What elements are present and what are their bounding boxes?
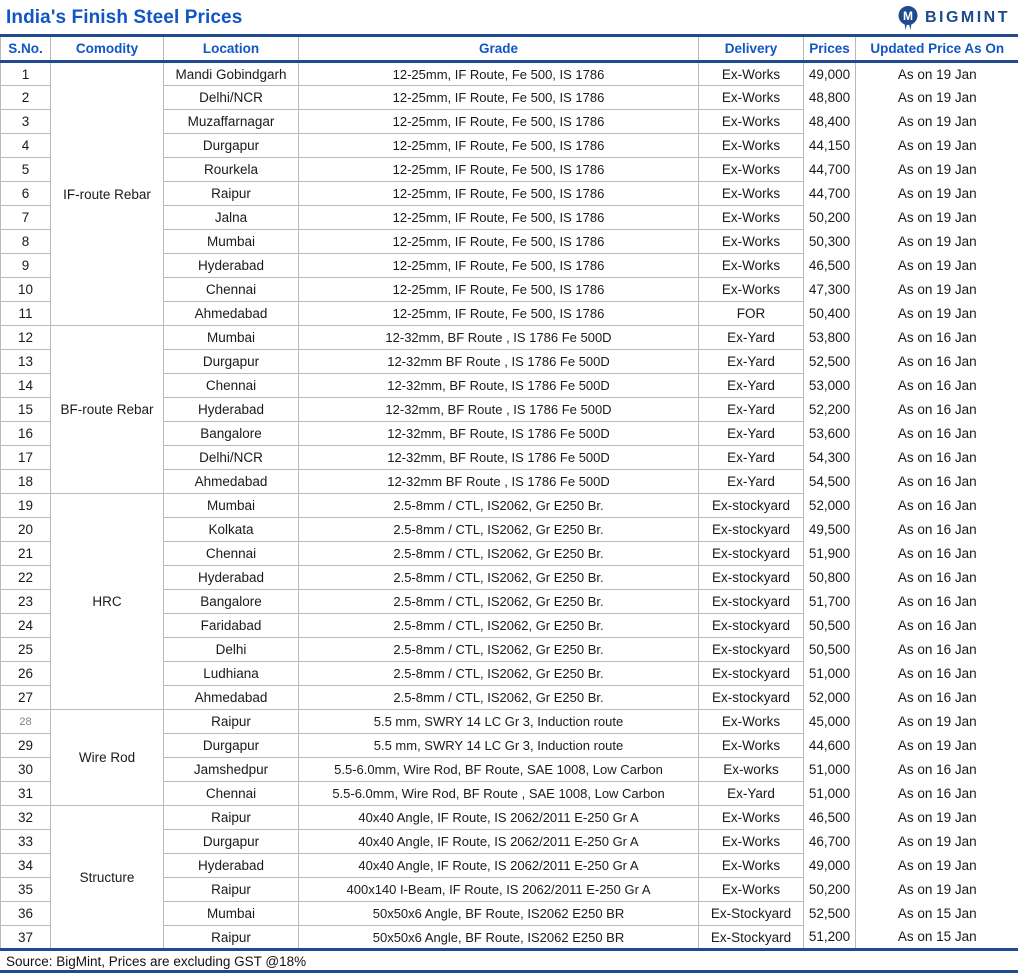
cell-delivery: Ex-Works — [699, 830, 804, 854]
cell-delivery: Ex-stockyard — [699, 494, 804, 518]
cell-updated: As on 19 Jan — [897, 162, 977, 177]
cell-updated: As on 16 Jan — [897, 618, 977, 633]
cell-updated: As on 15 Jan — [897, 929, 977, 945]
cell-location: Delhi — [164, 638, 299, 662]
cell-sno: 28 — [1, 710, 51, 734]
cell-sno: 27 — [1, 686, 51, 710]
cell-delivery: Ex-Yard — [699, 470, 804, 494]
cell-updated: As on 16 Jan — [897, 402, 977, 417]
table-row — [1, 494, 1018, 518]
cell-sno: 22 — [1, 566, 51, 590]
cell-sno: 18 — [1, 470, 51, 494]
cell-grade: 12-25mm, IF Route, Fe 500, IS 1786 — [299, 62, 699, 86]
cell-updated: As on 15 Jan — [897, 906, 977, 921]
cell-location: Hyderabad — [164, 254, 299, 278]
col-header-sno: S.No. — [1, 36, 51, 62]
cell-grade: 12-25mm, IF Route, Fe 500, IS 1786 — [299, 110, 699, 134]
cell-sno: 1 — [1, 62, 51, 86]
cell-price: 51,000 — [804, 662, 856, 686]
svg-text:M: M — [902, 9, 913, 23]
cell-grade: 2.5-8mm / CTL, IS2062, Gr E250 Br. — [299, 686, 699, 710]
cell-delivery: Ex-Works — [699, 710, 804, 734]
cell-sno: 31 — [1, 782, 51, 806]
cell-updated: As on 19 Jan — [897, 138, 977, 153]
cell-price: 44,150 — [804, 134, 856, 158]
cell-grade: 12-25mm, IF Route, Fe 500, IS 1786 — [299, 254, 699, 278]
cell-location: Hyderabad — [164, 566, 299, 590]
cell-location: Ahmedabad — [164, 470, 299, 494]
cell-commodity: IF-route Rebar — [51, 62, 164, 326]
cell-location: Raipur — [164, 806, 299, 830]
cell-grade: 12-32mm, BF Route, IS 1786 Fe 500D — [299, 374, 699, 398]
prices-table — [0, 34, 1018, 951]
cell-grade: 12-32mm, BF Route , IS 1786 Fe 500D — [299, 398, 699, 422]
cell-updated: As on 16 Jan — [897, 378, 977, 393]
cell-delivery: Ex-Works — [699, 62, 804, 86]
cell-delivery: Ex-Stockyard — [699, 902, 804, 926]
cell-price: 50,500 — [804, 614, 856, 638]
cell-location: Faridabad — [164, 614, 299, 638]
cell-sno: 20 — [1, 518, 51, 542]
cell-grade: 12-25mm, IF Route, Fe 500, IS 1786 — [299, 230, 699, 254]
cell-updated: As on 19 Jan — [897, 810, 977, 825]
cell-price: 48,400 — [804, 110, 856, 134]
cell-price: 46,500 — [804, 254, 856, 278]
cell-delivery: Ex-Works — [699, 878, 804, 902]
cell-delivery: Ex-Works — [699, 182, 804, 206]
cell-sno: 7 — [1, 206, 51, 230]
cell-price: 44,600 — [804, 734, 856, 758]
cell-delivery: Ex-Yard — [699, 446, 804, 470]
cell-updated: As on 16 Jan — [897, 642, 977, 657]
cell-delivery: Ex-Yard — [699, 398, 804, 422]
cell-price: 50,300 — [804, 230, 856, 254]
cell-location: Rourkela — [164, 158, 299, 182]
cell-delivery: FOR — [699, 302, 804, 326]
cell-location: Mumbai — [164, 230, 299, 254]
cell-delivery: Ex-stockyard — [699, 566, 804, 590]
cell-grade: 12-25mm, IF Route, Fe 500, IS 1786 — [299, 278, 699, 302]
cell-price: 54,300 — [804, 446, 856, 470]
cell-grade: 5.5 mm, SWRY 14 LC Gr 3, Induction route — [299, 734, 699, 758]
cell-updated: As on 19 Jan — [897, 882, 977, 897]
cell-location: Raipur — [164, 926, 299, 950]
cell-grade: 2.5-8mm / CTL, IS2062, Gr E250 Br. — [299, 662, 699, 686]
cell-updated: As on 19 Jan — [897, 210, 977, 225]
cell-delivery: Ex-Works — [699, 158, 804, 182]
cell-location: Jalna — [164, 206, 299, 230]
cell-sno: 14 — [1, 374, 51, 398]
cell-delivery: Ex-stockyard — [699, 590, 804, 614]
cell-price: 47,300 — [804, 278, 856, 302]
cell-updated: As on 19 Jan — [897, 186, 977, 201]
cell-grade: 2.5-8mm / CTL, IS2062, Gr E250 Br. — [299, 518, 699, 542]
cell-sno: 29 — [1, 734, 51, 758]
cell-price: 46,500 — [804, 806, 856, 830]
cell-grade: 5.5-6.0mm, Wire Rod, BF Route, SAE 1008, Low Carbon — [299, 758, 699, 782]
cell-delivery: Ex-Works — [699, 230, 804, 254]
cell-sno: 16 — [1, 422, 51, 446]
cell-delivery: Ex-stockyard — [699, 638, 804, 662]
cell-location: Muzaffarnagar — [164, 110, 299, 134]
cell-grade: 12-32mm, BF Route , IS 1786 Fe 500D — [299, 326, 699, 350]
cell-sno: 12 — [1, 326, 51, 350]
cell-updated: As on 16 Jan — [897, 522, 977, 537]
cell-price: 52,000 — [804, 686, 856, 710]
cell-updated: As on 16 Jan — [897, 450, 977, 465]
cell-grade: 40x40 Angle, IF Route, IS 2062/2011 E-250 Gr A — [299, 806, 699, 830]
table-row — [1, 806, 1018, 830]
col-header-prices: Prices — [804, 36, 856, 62]
cell-delivery: Ex-Works — [699, 86, 804, 110]
cell-price: 52,200 — [804, 398, 856, 422]
cell-sno: 25 — [1, 638, 51, 662]
col-header-comodity: Comodity — [51, 36, 164, 62]
cell-grade: 12-25mm, IF Route, Fe 500, IS 1786 — [299, 206, 699, 230]
cell-delivery: Ex-Yard — [699, 374, 804, 398]
cell-location: Mumbai — [164, 326, 299, 350]
cell-delivery: Ex-Yard — [699, 782, 804, 806]
cell-location: Durgapur — [164, 350, 299, 374]
bigmint-logo-icon — [896, 5, 920, 31]
cell-grade: 50x50x6 Angle, BF Route, IS2062 E250 BR — [299, 902, 699, 926]
cell-location: Ahmedabad — [164, 686, 299, 710]
cell-sno: 19 — [1, 494, 51, 518]
cell-grade: 2.5-8mm / CTL, IS2062, Gr E250 Br. — [299, 638, 699, 662]
cell-grade: 2.5-8mm / CTL, IS2062, Gr E250 Br. — [299, 542, 699, 566]
cell-grade: 12-32mm BF Route , IS 1786 Fe 500D — [299, 470, 699, 494]
cell-location: Bangalore — [164, 590, 299, 614]
cell-price: 44,700 — [804, 158, 856, 182]
cell-location: Chennai — [164, 782, 299, 806]
cell-grade: 2.5-8mm / CTL, IS2062, Gr E250 Br. — [299, 614, 699, 638]
cell-location: Raipur — [164, 182, 299, 206]
cell-grade: 40x40 Angle, IF Route, IS 2062/2011 E-250 Gr A — [299, 854, 699, 878]
cell-delivery: Ex-Yard — [699, 326, 804, 350]
cell-price: 53,800 — [804, 326, 856, 350]
cell-updated: As on 19 Jan — [897, 282, 977, 297]
cell-price: 50,400 — [804, 302, 856, 326]
cell-location: Mumbai — [164, 494, 299, 518]
cell-location: Hyderabad — [164, 854, 299, 878]
cell-delivery: Ex-Works — [699, 110, 804, 134]
cell-delivery: Ex-works — [699, 758, 804, 782]
cell-sno: 35 — [1, 878, 51, 902]
col-header-updated: Updated Price As On — [856, 36, 1018, 62]
cell-price: 52,500 — [804, 350, 856, 374]
cell-location: Chennai — [164, 278, 299, 302]
cell-delivery: Ex-Stockyard — [699, 926, 804, 950]
cell-grade: 50x50x6 Angle, BF Route, IS2062 E250 BR — [299, 926, 699, 950]
source-note: Source: BigMint, Prices are excluding GST @18% — [0, 951, 1018, 973]
cell-delivery: Ex-Works — [699, 854, 804, 878]
cell-updated: As on 19 Jan — [897, 258, 977, 273]
cell-grade: 5.5 mm, SWRY 14 LC Gr 3, Induction route — [299, 710, 699, 734]
cell-location: Hyderabad — [164, 398, 299, 422]
cell-location: Durgapur — [164, 830, 299, 854]
cell-grade: 2.5-8mm / CTL, IS2062, Gr E250 Br. — [299, 566, 699, 590]
cell-sno: 33 — [1, 830, 51, 854]
cell-price: 50,200 — [804, 206, 856, 230]
cell-updated: As on 16 Jan — [897, 570, 977, 585]
cell-price: 50,500 — [804, 638, 856, 662]
page-title: India's Finish Steel Prices — [6, 7, 243, 28]
cell-updated: As on 19 Jan — [897, 714, 977, 729]
cell-price: 51,000 — [804, 758, 856, 782]
cell-commodity: BF-route Rebar — [51, 326, 164, 494]
cell-grade: 12-25mm, IF Route, Fe 500, IS 1786 — [299, 302, 699, 326]
cell-sno: 5 — [1, 158, 51, 182]
cell-price: 49,000 — [804, 62, 856, 86]
cell-updated: As on 16 Jan — [897, 666, 977, 681]
cell-price: 45,000 — [804, 710, 856, 734]
cell-price: 50,200 — [804, 878, 856, 902]
cell-updated: As on 19 Jan — [897, 834, 977, 849]
cell-location: Mandi Gobindgarh — [164, 62, 299, 86]
cell-price: 50,800 — [804, 566, 856, 590]
cell-price: 44,700 — [804, 182, 856, 206]
cell-grade: 2.5-8mm / CTL, IS2062, Gr E250 Br. — [299, 494, 699, 518]
cell-location: Chennai — [164, 374, 299, 398]
cell-delivery: Ex-Works — [699, 806, 804, 830]
cell-location: Durgapur — [164, 734, 299, 758]
cell-updated: As on 16 Jan — [897, 546, 977, 561]
table-row — [1, 62, 1018, 86]
cell-location: Jamshedpur — [164, 758, 299, 782]
cell-updated: As on 19 Jan — [897, 66, 977, 82]
cell-grade: 40x40 Angle, IF Route, IS 2062/2011 E-250 Gr A — [299, 830, 699, 854]
cell-price: 49,000 — [804, 854, 856, 878]
cell-sno: 32 — [1, 806, 51, 830]
cell-price: 53,000 — [804, 374, 856, 398]
cell-updated: As on 19 Jan — [897, 306, 977, 321]
cell-sno: 13 — [1, 350, 51, 374]
cell-commodity: HRC — [51, 494, 164, 710]
table-row — [1, 326, 1018, 350]
cell-location: Kolkata — [164, 518, 299, 542]
cell-sno: 26 — [1, 662, 51, 686]
cell-grade: 12-25mm, IF Route, Fe 500, IS 1786 — [299, 158, 699, 182]
cell-grade: 12-32mm, BF Route, IS 1786 Fe 500D — [299, 422, 699, 446]
table-row — [1, 710, 1018, 734]
cell-updated: As on 16 Jan — [897, 690, 977, 705]
cell-grade: 2.5-8mm / CTL, IS2062, Gr E250 Br. — [299, 590, 699, 614]
col-header-location: Location — [164, 36, 299, 62]
cell-updated: As on 19 Jan — [897, 114, 977, 129]
cell-delivery: Ex-Works — [699, 278, 804, 302]
cell-updated: As on 19 Jan — [897, 234, 977, 249]
cell-updated: As on 16 Jan — [897, 762, 977, 777]
cell-updated: As on 16 Jan — [897, 786, 977, 801]
cell-delivery: Ex-Yard — [699, 350, 804, 374]
cell-sno: 30 — [1, 758, 51, 782]
cell-delivery: Ex-stockyard — [699, 686, 804, 710]
cell-location: Mumbai — [164, 902, 299, 926]
cell-updated: As on 16 Jan — [897, 498, 977, 513]
cell-updated: As on 19 Jan — [897, 858, 977, 873]
cell-location: Durgapur — [164, 134, 299, 158]
cell-sno: 15 — [1, 398, 51, 422]
cell-location: Bangalore — [164, 422, 299, 446]
cell-updated: As on 16 Jan — [897, 354, 977, 369]
bigmint-logo-text: BIGMINT — [924, 9, 1010, 26]
cell-location: Delhi/NCR — [164, 86, 299, 110]
cell-price: 51,200 — [804, 926, 856, 950]
cell-location: Raipur — [164, 878, 299, 902]
cell-sno: 11 — [1, 302, 51, 326]
cell-delivery: Ex-stockyard — [699, 542, 804, 566]
cell-commodity: Wire Rod — [51, 710, 164, 806]
cell-grade: 5.5-6.0mm, Wire Rod, BF Route , SAE 1008, Low Carbon — [299, 782, 699, 806]
cell-delivery: Ex-Works — [699, 734, 804, 758]
cell-delivery: Ex-Works — [699, 254, 804, 278]
cell-price: 54,500 — [804, 470, 856, 494]
cell-location: Ahmedabad — [164, 302, 299, 326]
cell-updated: As on 16 Jan — [897, 474, 977, 489]
cell-sno: 2 — [1, 86, 51, 110]
cell-grade: 12-25mm, IF Route, Fe 500, IS 1786 — [299, 86, 699, 110]
cell-sno: 34 — [1, 854, 51, 878]
table-header-row — [1, 36, 1018, 62]
cell-sno: 23 — [1, 590, 51, 614]
cell-commodity: Structure — [51, 806, 164, 950]
cell-price: 53,600 — [804, 422, 856, 446]
cell-updated: As on 16 Jan — [897, 330, 977, 345]
cell-grade: 12-32mm, BF Route, IS 1786 Fe 500D — [299, 446, 699, 470]
cell-sno: 9 — [1, 254, 51, 278]
cell-price: 49,500 — [804, 518, 856, 542]
cell-sno: 36 — [1, 902, 51, 926]
cell-sno: 4 — [1, 134, 51, 158]
cell-price: 51,000 — [804, 782, 856, 806]
cell-updated: As on 16 Jan — [897, 426, 977, 441]
cell-price: 48,800 — [804, 86, 856, 110]
cell-price: 51,900 — [804, 542, 856, 566]
cell-grade: 12-25mm, IF Route, Fe 500, IS 1786 — [299, 134, 699, 158]
cell-sno: 10 — [1, 278, 51, 302]
cell-delivery: Ex-Works — [699, 206, 804, 230]
cell-sno: 6 — [1, 182, 51, 206]
cell-delivery: Ex-Works — [699, 134, 804, 158]
cell-price: 51,700 — [804, 590, 856, 614]
cell-sno: 37 — [1, 926, 51, 950]
cell-price: 52,500 — [804, 902, 856, 926]
cell-sno: 8 — [1, 230, 51, 254]
cell-sno: 21 — [1, 542, 51, 566]
cell-delivery: Ex-stockyard — [699, 662, 804, 686]
cell-grade: 12-32mm BF Route , IS 1786 Fe 500D — [299, 350, 699, 374]
col-header-grade: Grade — [299, 36, 699, 62]
cell-updated: As on 19 Jan — [897, 738, 977, 753]
cell-delivery: Ex-stockyard — [699, 518, 804, 542]
header-bar — [0, 0, 1018, 34]
cell-location: Raipur — [164, 710, 299, 734]
cell-grade: 12-25mm, IF Route, Fe 500, IS 1786 — [299, 182, 699, 206]
cell-location: Ludhiana — [164, 662, 299, 686]
col-header-delivery: Delivery — [699, 36, 804, 62]
cell-delivery: Ex-Yard — [699, 422, 804, 446]
cell-price: 52,000 — [804, 494, 856, 518]
cell-delivery: Ex-stockyard — [699, 614, 804, 638]
cell-sno: 17 — [1, 446, 51, 470]
cell-updated: As on 16 Jan — [897, 594, 977, 609]
cell-updated: As on 19 Jan — [897, 90, 977, 105]
bigmint-logo — [896, 5, 1010, 31]
cell-price: 46,700 — [804, 830, 856, 854]
cell-sno: 3 — [1, 110, 51, 134]
cell-location: Chennai — [164, 542, 299, 566]
cell-grade: 400x140 I-Beam, IF Route, IS 2062/2011 E-250 Gr A — [299, 878, 699, 902]
cell-location: Delhi/NCR — [164, 446, 299, 470]
cell-sno: 24 — [1, 614, 51, 638]
